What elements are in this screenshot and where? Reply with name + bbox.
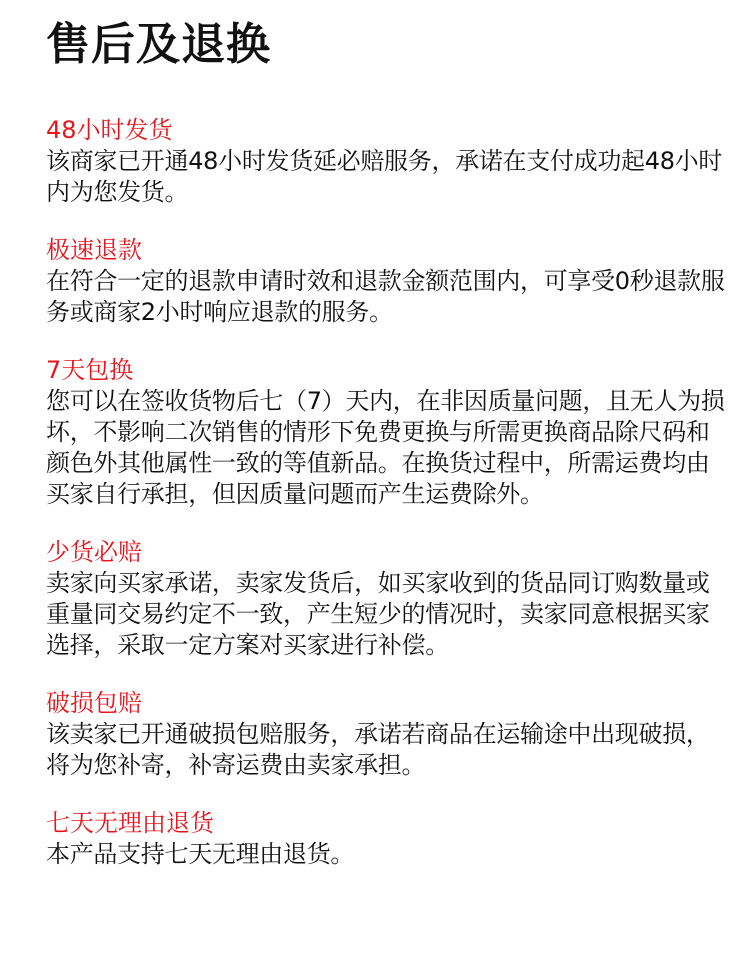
- policy-7-day-exchange: [46, 354, 726, 510]
- policy-description: 卖家向买家承诺，卖家发货后，如买家收到的货品同订购数量或重量同交易约定不一致，产生短少的情况时，卖家同意根据买家选择，采取一定方案对买家进行补偿。: [46, 569, 710, 659]
- policy-title: 破损包赔: [46, 689, 142, 717]
- page-title: 售后及退换: [46, 19, 271, 70]
- policy-sections: [46, 114, 726, 870]
- policy-fast-refund: [46, 234, 726, 328]
- policy-description: 本产品支持七天无理由退货。: [46, 840, 355, 868]
- policy-title: 少货必赔: [46, 538, 142, 566]
- policy-title: 48小时发货: [46, 116, 173, 144]
- policy-description: 该商家已开通48小时发货延必赔服务，承诺在支付成功起48小时内为您发货。: [46, 147, 723, 206]
- policy-description: 该卖家已开通破损包赔服务，承诺若商品在运输途中出现破损，将为您补寄，补寄运费由卖家承担。: [46, 720, 710, 779]
- policy-48h-shipping: [46, 114, 726, 208]
- policy-title: 七天无理由退货: [46, 809, 214, 837]
- policy-7-day-return: [46, 807, 726, 870]
- policy-title: 极速退款: [46, 236, 142, 264]
- policy-title: 7天包换: [46, 356, 134, 384]
- policy-shortage-compensation: [46, 536, 726, 661]
- policy-description: 在符合一定的退款申请时效和退款金额范围内，可享受0秒退款服务或商家2小时响应退款的服务。: [46, 267, 725, 326]
- policy-damage-compensation: [46, 687, 726, 781]
- policy-description: 您可以在签收货物后七（7）天内，在非因质量问题，且无人为损坏，不影响二次销售的情形下免费更换与所需更换商品除尺码和颜色外其他属性一致的等值新品。在换货过程中，所需运费均由买家自行承担，但因质量问题而产生运费除外。: [46, 387, 725, 508]
